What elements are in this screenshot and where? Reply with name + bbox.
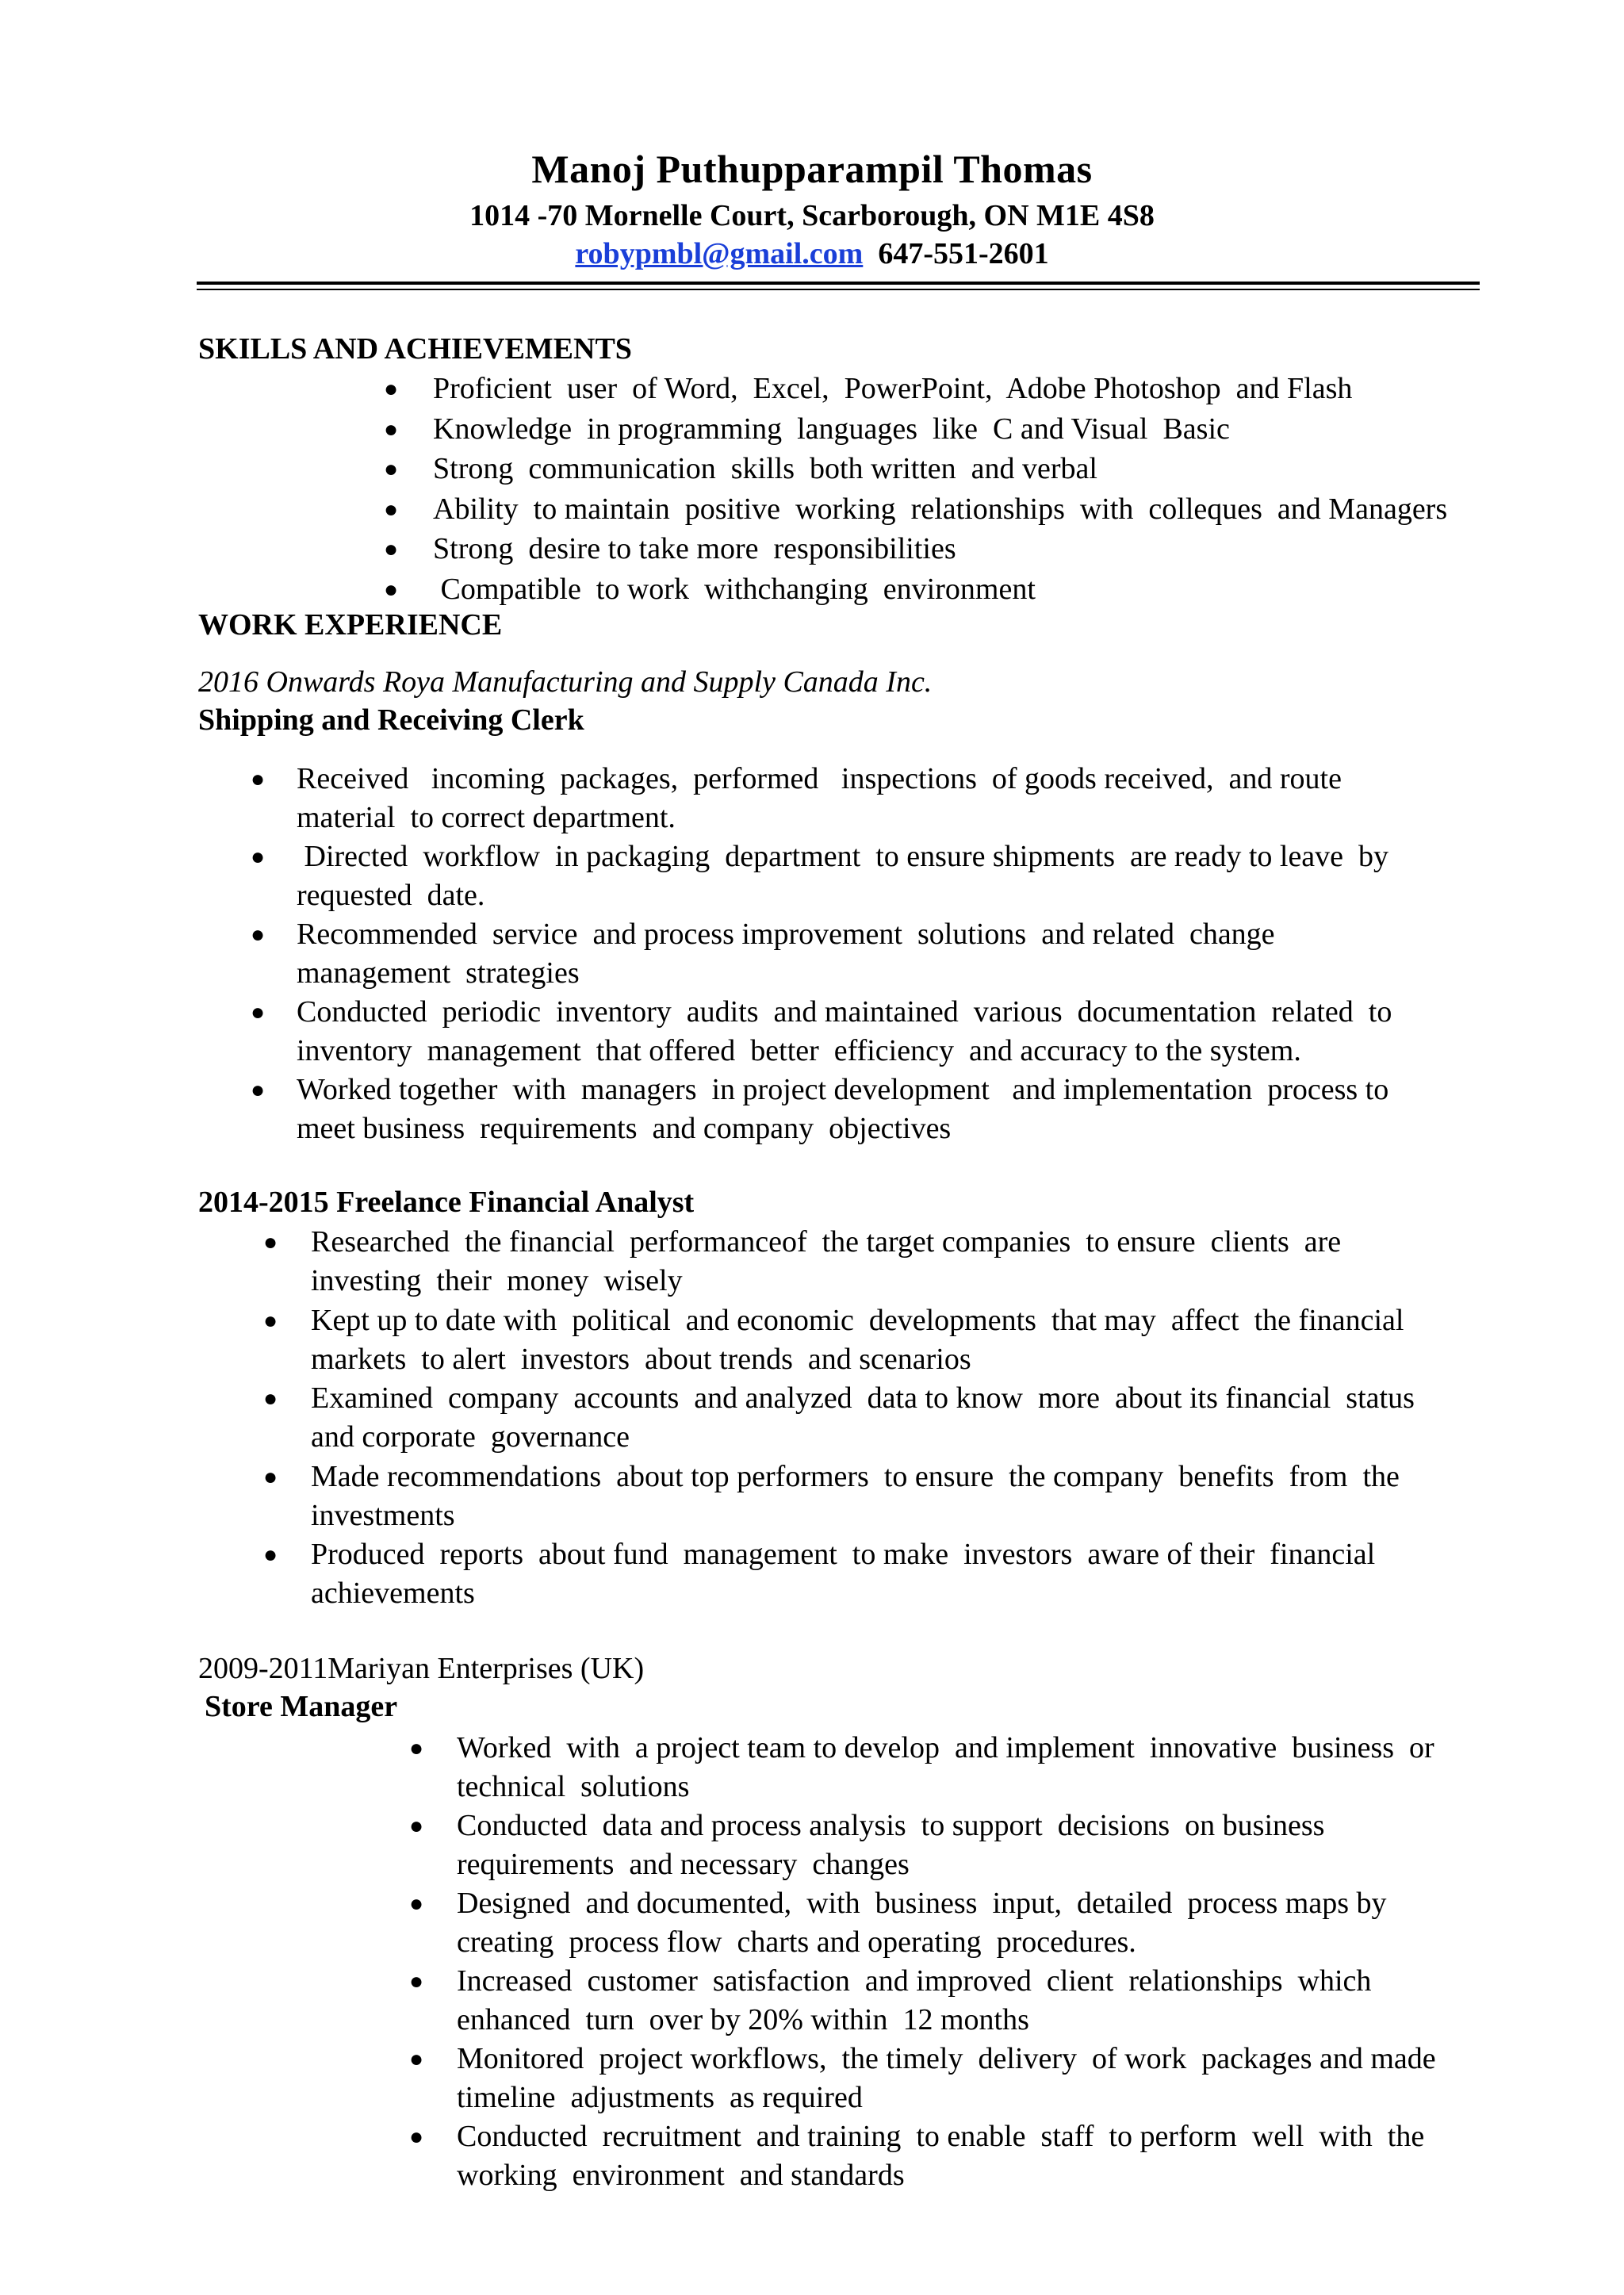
header-rule-thin bbox=[197, 289, 1480, 290]
job1-period-company: 2016 Onwards Roya Manufacturing and Supply Canada Inc. bbox=[198, 665, 933, 699]
job2-period-title: 2014-2015 Freelance Financial Analyst bbox=[198, 1186, 695, 1219]
phone-number: 647-551-2601 bbox=[878, 237, 1049, 270]
bullet-icon: ● bbox=[263, 1308, 278, 1334]
work-heading: WORK EXPERIENCE bbox=[198, 608, 503, 642]
bullet-icon: ● bbox=[384, 577, 399, 603]
contact-line bbox=[0, 236, 1624, 271]
bullet-icon: ● bbox=[384, 376, 399, 402]
skills-heading: SKILLS AND ACHIEVEMENTS bbox=[198, 332, 632, 366]
bullet-icon: ● bbox=[263, 1542, 278, 1568]
bullet-icon: ● bbox=[384, 456, 399, 482]
bullet-icon: ● bbox=[251, 999, 266, 1025]
address-line: 1014 -70 Mornelle Court, Scarborough, ON M1E 4S8 bbox=[469, 199, 1155, 232]
job1-title: Shipping and Receiving Clerk bbox=[198, 703, 584, 737]
job3-title: Store Manager bbox=[205, 1690, 398, 1723]
bullet-icon: ● bbox=[409, 1735, 424, 1761]
bullet-icon: ● bbox=[263, 1229, 278, 1255]
bullet-icon: ● bbox=[409, 2046, 424, 2072]
bullet-icon: ● bbox=[409, 1968, 424, 1994]
bullet-icon: ● bbox=[251, 766, 266, 792]
bullet-icon: ● bbox=[251, 844, 266, 870]
bullet-icon: ● bbox=[409, 1813, 424, 1839]
resume-name: Manoj Puthupparampil Thomas bbox=[531, 147, 1093, 191]
bullet-icon: ● bbox=[384, 496, 399, 523]
email-link[interactable]: robypmbl@gmail.com bbox=[575, 237, 864, 270]
bullet-icon: ● bbox=[263, 1464, 278, 1490]
bullet-icon: ● bbox=[384, 416, 399, 443]
bullet-icon: ● bbox=[409, 2124, 424, 2150]
bullet-icon: ● bbox=[384, 536, 399, 562]
bullet-icon: ● bbox=[409, 1891, 424, 1917]
job3-period-company: 2009-2011Mariyan Enterprises (UK) bbox=[198, 1652, 645, 1685]
bullet-icon: ● bbox=[251, 1077, 266, 1103]
header-rule-thick bbox=[197, 282, 1480, 285]
bullet-icon: ● bbox=[251, 921, 266, 948]
bullet-icon: ● bbox=[263, 1385, 278, 1412]
